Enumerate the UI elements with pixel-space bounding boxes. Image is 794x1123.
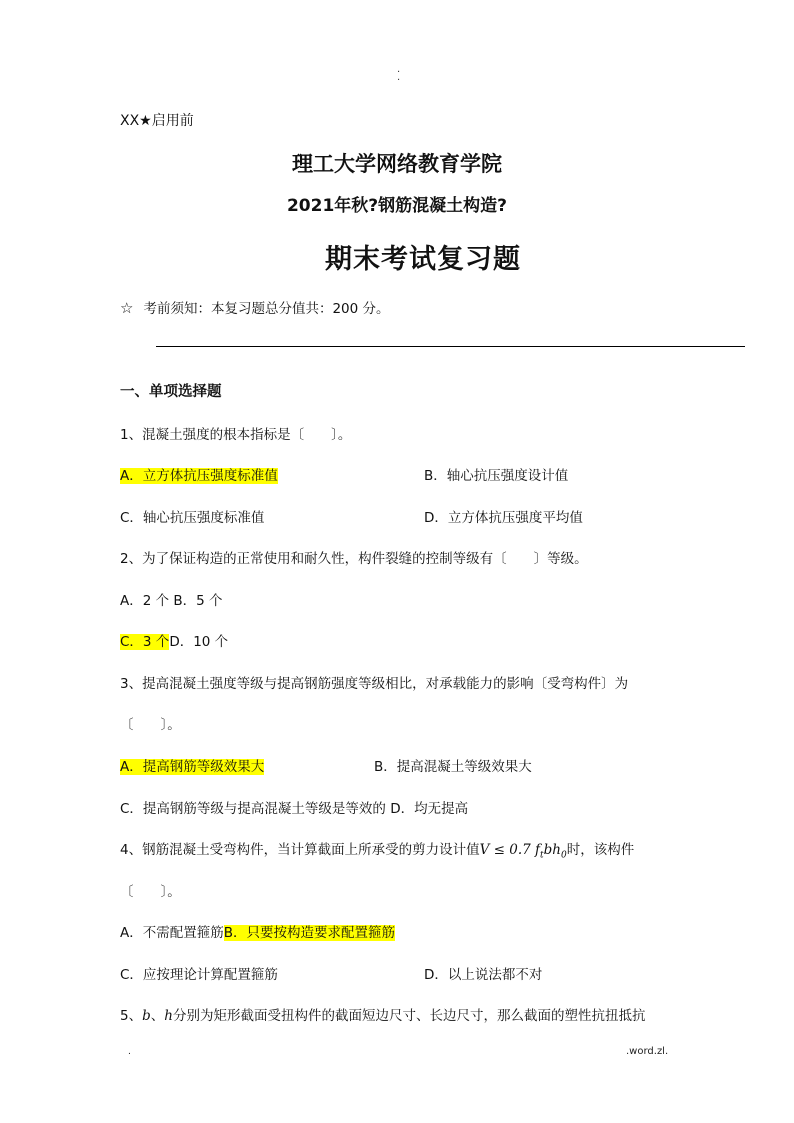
answer-highlight: C．3 个 xyxy=(120,634,170,650)
question-1-option-a xyxy=(120,464,278,484)
star-outline-icon: ☆ xyxy=(120,299,134,317)
header-dot: . xyxy=(397,64,401,75)
question-1-option-b: B．轴心抗压强度设计值 xyxy=(424,468,569,484)
question-3-stem: 3、提高混凝土强度等级与提高钢筋强度等级相比，对承载能力的影响〔受弯构件〕为 xyxy=(120,676,629,692)
question-4-stem-text: 4、钢筋混凝土受弯构件，当计算截面上所承受的剪力设计值 xyxy=(120,842,480,858)
footer-dot: . xyxy=(128,1047,131,1057)
divider xyxy=(156,346,745,347)
answer-highlight: A．立方体抗压强度标准值 xyxy=(120,468,278,484)
question-3-options-cd: C．提高钢筋等级与提高混凝土等级是等效的 D．均无提高 xyxy=(120,801,469,817)
course-subtitle: 2021年秋?钢筋混凝土构造? xyxy=(286,196,508,216)
exam-title: 期末考试复习题 xyxy=(325,244,521,275)
question-4-stem xyxy=(120,838,634,861)
question-4-stem-tail: 时，该构件 xyxy=(566,842,635,858)
question-1-option-d: D．立方体抗压强度平均值 xyxy=(424,510,583,526)
secret-label: XX★启用前 xyxy=(120,113,194,129)
question-4-option-d: D．以上说法都不对 xyxy=(424,967,543,983)
question-3-option-b: B．提高混凝土等级效果大 xyxy=(374,759,532,775)
question-4-options-ab xyxy=(120,921,395,941)
question-2-option-d: D．10 个 xyxy=(169,634,229,650)
header-dot: . xyxy=(397,72,401,83)
footer-watermark: .word.zl. xyxy=(626,1046,669,1057)
question-2-options-ab: A．2 个 B．5 个 xyxy=(120,593,223,609)
question-4-option-a: A．不需配置箍筋 xyxy=(120,925,224,941)
shear-formula: V ≤ 0.7 $f_tbh_0$ xyxy=(479,842,567,861)
question-4-stem-cont: 〔 〕。 xyxy=(120,884,181,900)
section-title: 一、单项选择题 xyxy=(120,384,222,400)
answer-highlight: A．提高钢筋等级效果大 xyxy=(120,759,265,775)
question-2-options-cd xyxy=(120,630,228,650)
question-3-stem-cont: 〔 〕。 xyxy=(120,717,181,733)
question-1-stem: 1、混凝土强度的根本指标是〔 〕。 xyxy=(120,427,352,443)
question-4-option-c: C．应按理论计算配置箍筋 xyxy=(120,967,278,983)
notice-text: 考前须知：本复习题总分值共：200 分。 xyxy=(143,301,390,317)
question-3-option-a xyxy=(120,755,264,775)
institution-title: 理工大学网络教育学院 xyxy=(292,152,502,176)
answer-highlight: B．只要按构造要求配置箍筋 xyxy=(223,925,396,941)
question-2-stem: 2、为了保证构造的正常使用和耐久性，构件裂缝的控制等级有〔 〕等级。 xyxy=(120,551,588,567)
exam-notice xyxy=(120,297,390,317)
question-5-stem: 5、b、h分别为矩形截面受扭构件的截面短边尺寸、长边尺寸，那么截面的塑性抗扭抵抗 xyxy=(120,1008,646,1024)
question-1-option-c: C．轴心抗压强度标准值 xyxy=(120,510,265,526)
